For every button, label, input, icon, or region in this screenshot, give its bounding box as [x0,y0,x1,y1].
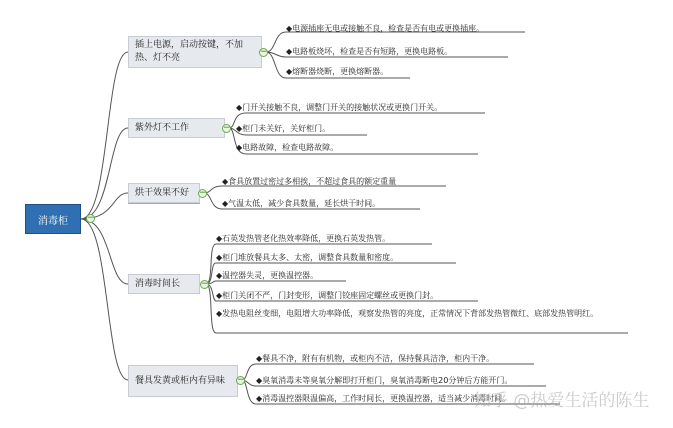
leaf-item: ◆电路板烧坏，检查是否有短路，更换电路板。 [286,47,453,56]
leaf-item: ◆电路故障，检查电路故障。 [236,143,339,152]
leaf-item: ◆臭氧消毒未等臭氧分解即打开柜门，臭氧消毒断电20分钟后方能开门。 [256,376,513,385]
leaf-item: ◆消毒温控器限温偏高，工作时间长，更换温控器，适当减少消毒时间。 [256,394,511,403]
root-node[interactable]: 消毒柜 [25,204,81,234]
collapse-toggle-icon[interactable]: − [260,47,268,57]
leaf-item: ◆柜门堆放餐具太多、太密，调整食具数量和密度。 [216,253,399,262]
collapse-toggle-icon[interactable]: − [237,375,245,385]
branch-label: 插上电源，启动按键，不加热、灯不亮 [135,40,244,63]
leaf-item: ◆石英发热管老化热效率降低，更换石英发热管。 [216,234,391,243]
branch-node-uv-lamp[interactable] [128,118,225,138]
leaf-item: ◆餐具不净，附有有机物，或柜内不洁，保持餐具洁净，柜内干净。 [256,354,495,363]
branch-label: 消毒时间长 [135,278,181,289]
leaf-item: ◆温控器失灵，更换温控器。 [216,271,319,280]
branch-node-odor[interactable] [128,365,238,397]
leaf-item: ◆气温太低，减少食具数量，延长烘干时间。 [222,199,381,208]
collapse-toggle-icon[interactable]: − [223,123,231,133]
leaf-item: ◆食具放置过密过多相挨，不超过食具的额定重量 [222,177,397,186]
leaf-item: ◆发热电阻丝变细，电阻增大功率降低，观察发热管的亮度，正常情况下背部发热管微红、底部发热管明红。 [216,309,599,318]
leaf-item: ◆电源插座无电或接触不良，检查是否有电或更换插座。 [286,24,485,33]
collapse-toggle-icon[interactable]: − [201,279,209,289]
branch-node-power[interactable] [128,36,262,68]
watermark-text: 知乎 @热爱生活的陈生 [474,391,650,411]
branch-label: 紫外灯不工作 [135,122,190,133]
collapse-toggle-icon[interactable]: − [199,188,207,198]
leaf-item: ◆柜门关闭不严，门封变形，调整门铰座固定螺丝或更换门封。 [216,291,439,300]
leaf-item: ◆柜门未关好，关好柜门。 [236,124,331,133]
branch-label: 餐具发黄或柜内有异味 [135,375,226,386]
leaf-item: ◆门开关接触不良，调整门开关的接触状况或更换门开关。 [236,103,443,112]
leaf-item: ◆熔断器烧断，更换熔断器。 [286,67,389,76]
branch-label: 烘干效果不好 [135,187,190,198]
collapse-toggle-icon[interactable]: − [87,213,95,223]
branch-node-long-time[interactable] [128,274,200,294]
branch-node-drying[interactable] [128,183,200,203]
